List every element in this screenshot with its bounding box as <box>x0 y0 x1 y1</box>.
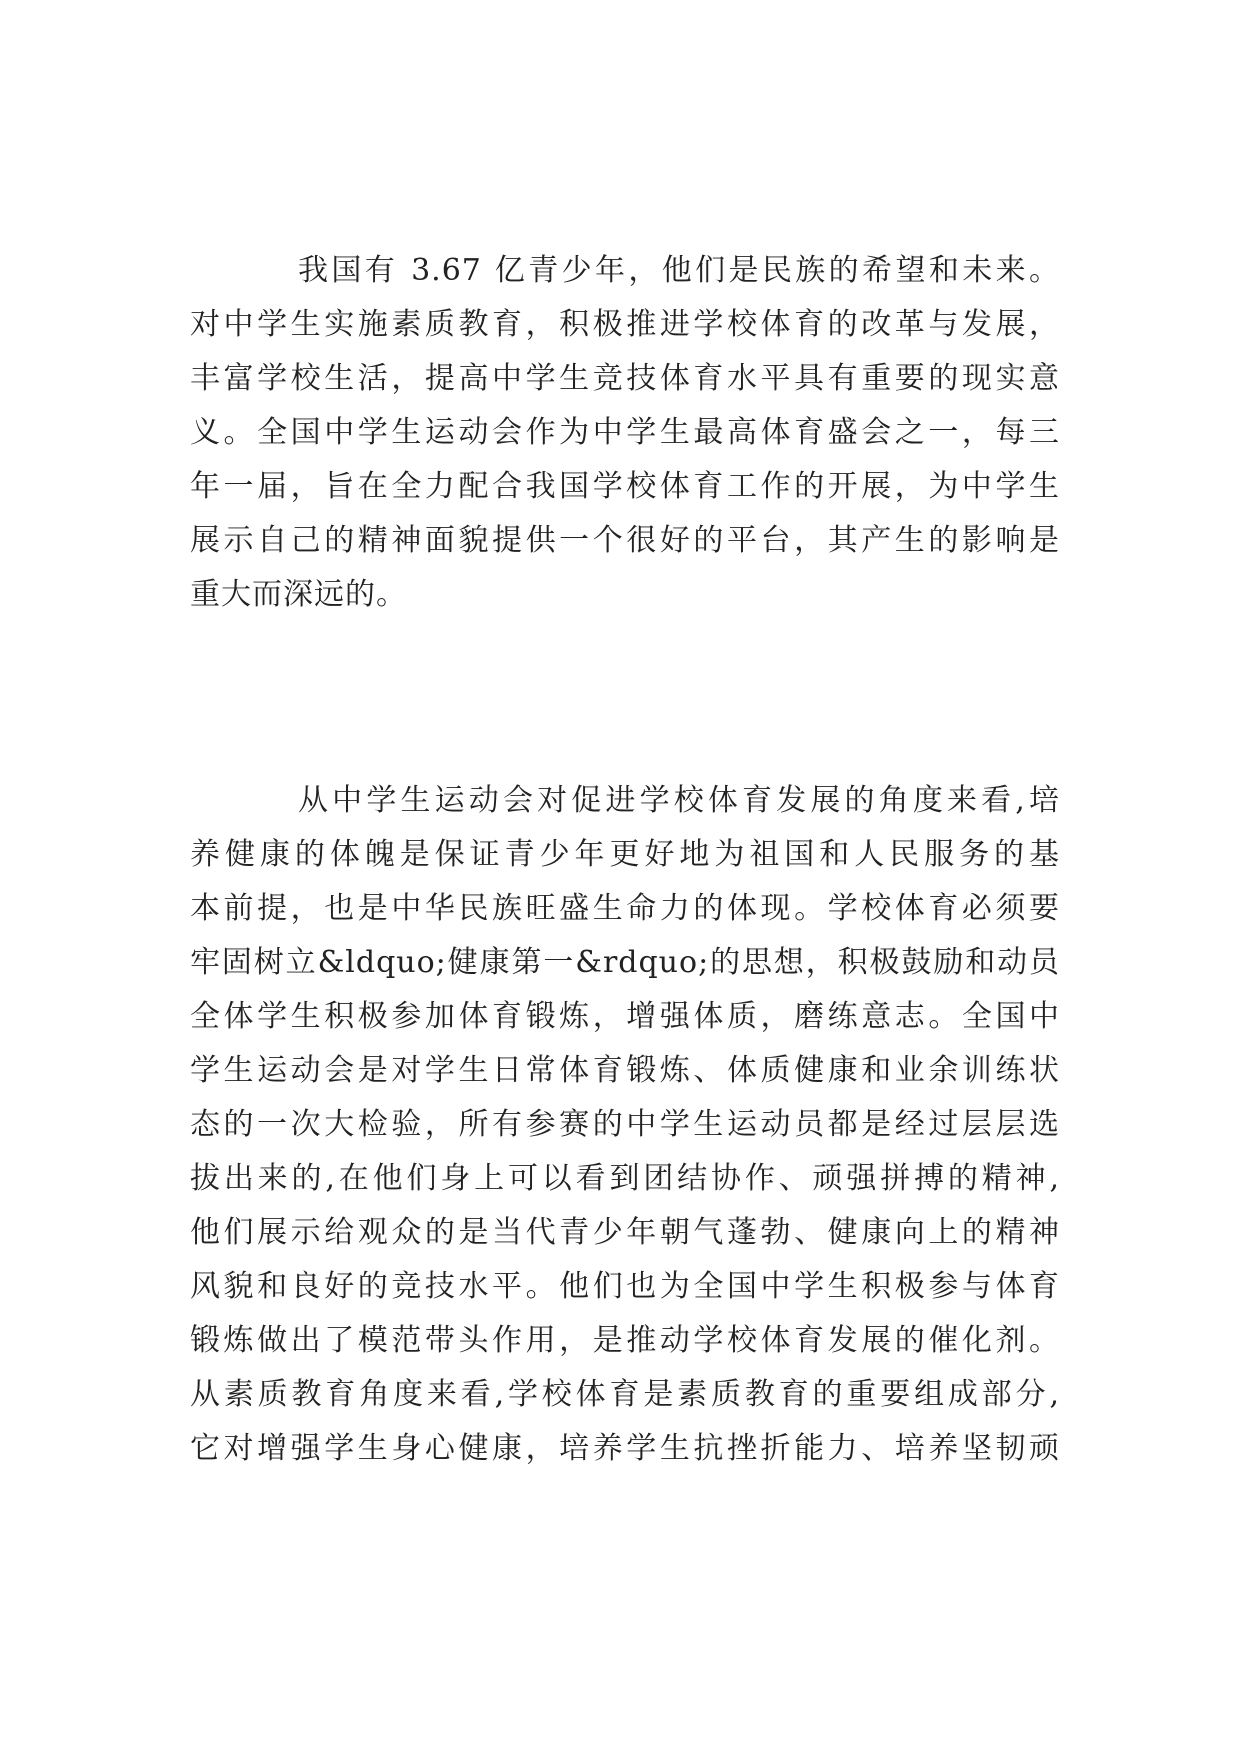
paragraph-1 <box>190 244 1060 622</box>
paragraph-line: 牢固树立&ldquo;健康第一&rdquo;的思想，积极鼓励和动员 <box>190 945 1060 980</box>
paragraph-line: 他们展示给观众的是当代青少年朝气蓬勃、健康向上的精神 <box>190 1215 1060 1250</box>
paragraph-line: 对中学生实施素质教育，积极推进学校体育的改革与发展， <box>190 307 1060 342</box>
paragraph-line: 学生运动会是对学生日常体育锻炼、体质健康和业余训练状 <box>190 1053 1060 1088</box>
paragraph-2 <box>190 774 1060 1476</box>
paragraph-line: 全体学生积极参加体育锻炼，增强体质，磨练意志。全国中 <box>190 999 1060 1034</box>
paragraph-line: 展示自己的精神面貌提供一个很好的平台，其产生的影响是 <box>190 523 1060 558</box>
paragraph-line: 年一届，旨在全力配合我国学校体育工作的开展，为中学生 <box>190 469 1060 504</box>
paragraph-line: 养健康的体魄是保证青少年更好地为祖国和人民服务的基 <box>190 837 1060 872</box>
paragraph-line: 锻炼做出了模范带头作用，是推动学校体育发展的催化剂。 <box>190 1323 1060 1358</box>
paragraph-line: 它对增强学生身心健康，培养学生抗挫折能力、培养坚韧顽 <box>190 1431 1060 1466</box>
paragraph-line: 从中学生运动会对促进学校体育发展的角度来看,培 <box>298 783 1060 818</box>
paragraph-line: 从素质教育角度来看,学校体育是素质教育的重要组成部分, <box>190 1377 1060 1412</box>
paragraph-line: 我国有 3.67 亿青少年，他们是民族的希望和未来。 <box>298 253 1060 288</box>
paragraph-line: 风貌和良好的竞技水平。他们也为全国中学生积极参与体育 <box>190 1269 1060 1304</box>
paragraph-line: 拔出来的,在他们身上可以看到团结协作、顽强拼搏的精神, <box>190 1161 1060 1196</box>
paragraph-line: 本前提，也是中华民族旺盛生命力的体现。学校体育必须要 <box>190 891 1060 926</box>
paragraph-line: 义。全国中学生运动会作为中学生最高体育盛会之一，每三 <box>190 415 1060 450</box>
paragraph-line: 重大而深远的。 <box>190 577 407 612</box>
paragraph-line: 丰富学校生活，提高中学生竞技体育水平具有重要的现实意 <box>190 361 1060 396</box>
paragraph-line: 态的一次大检验，所有参赛的中学生运动员都是经过层层选 <box>190 1107 1060 1142</box>
